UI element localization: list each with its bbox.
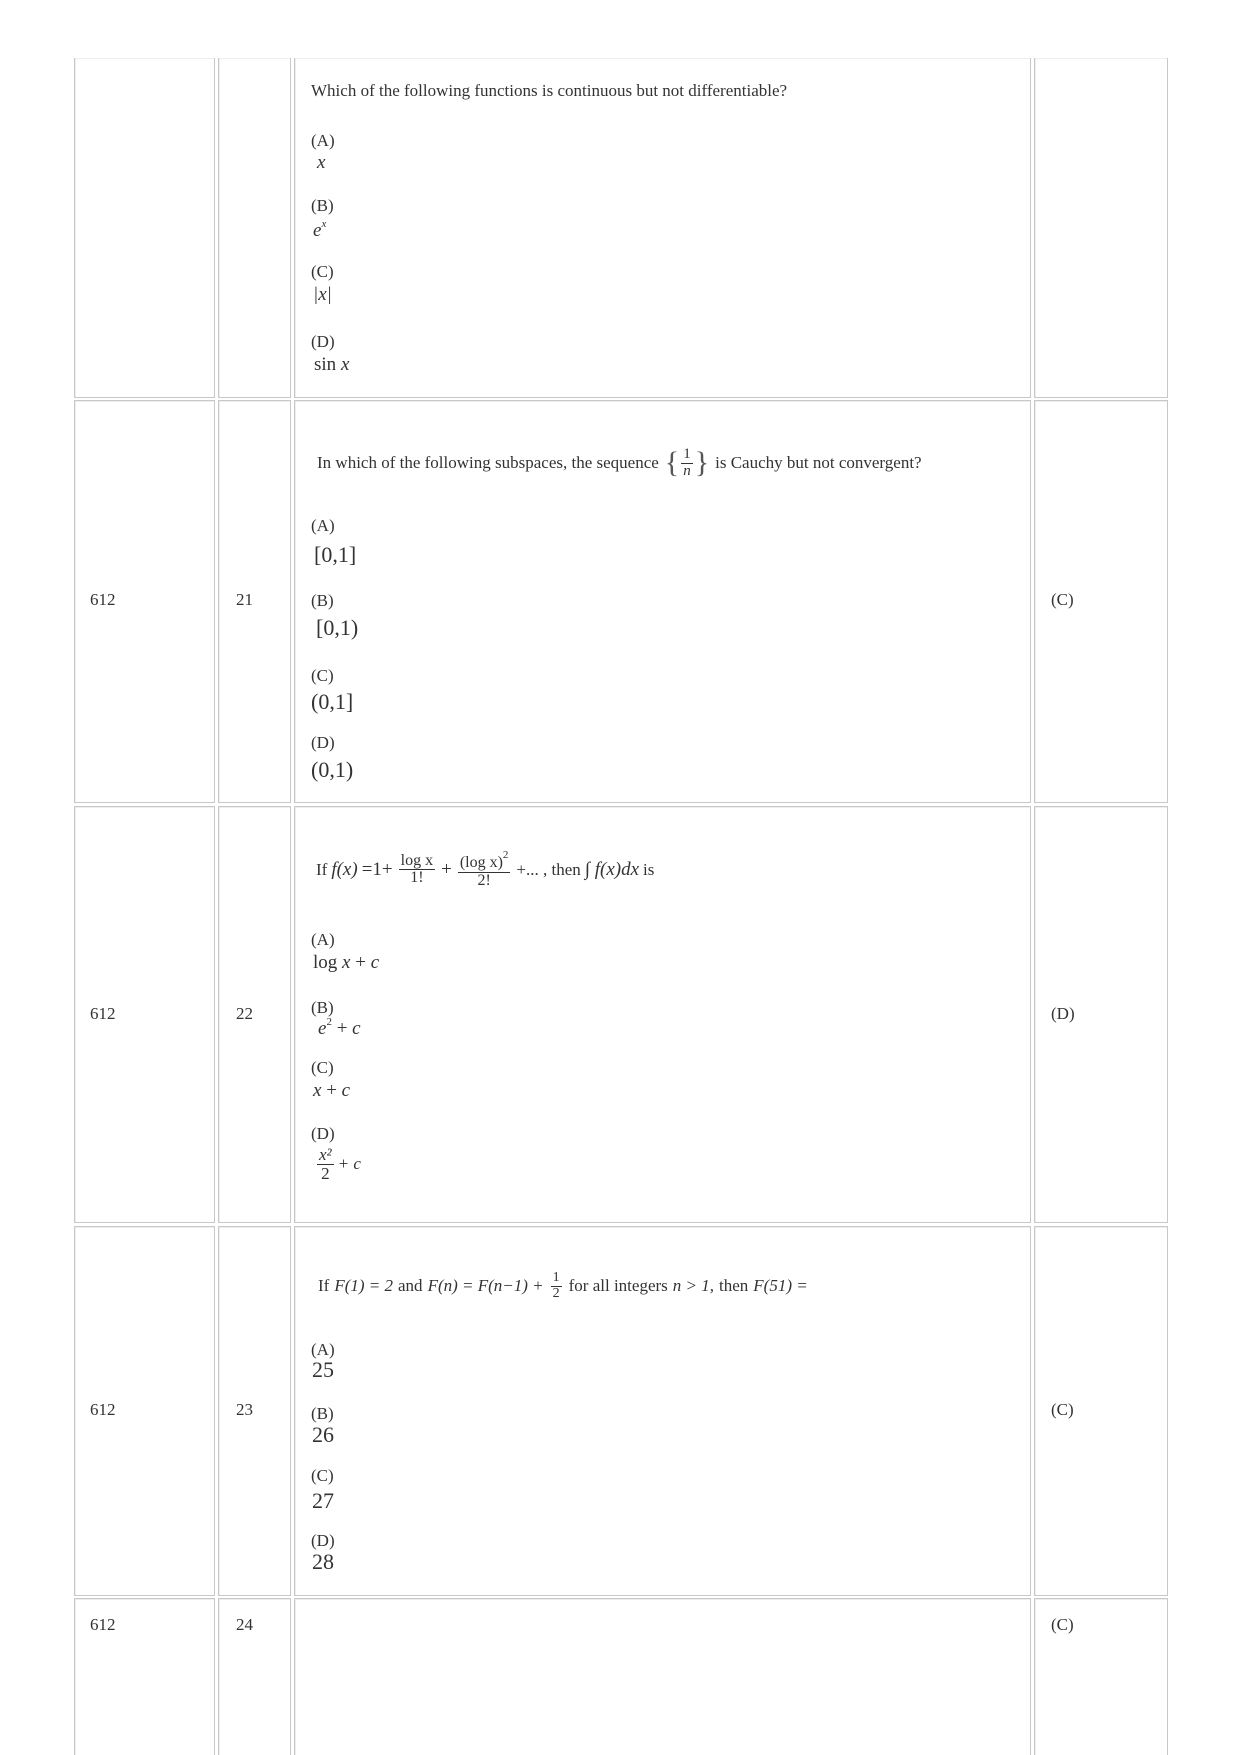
target-expression: F(51) = bbox=[753, 1276, 808, 1296]
option-value: $e^2 + c$ bbox=[318, 1016, 361, 1039]
option-value: [0,1) bbox=[316, 615, 359, 640]
question-text-after: is Cauchy but not convergent? bbox=[715, 453, 922, 472]
option-value: [0,1] bbox=[314, 542, 357, 567]
option-label: (B) bbox=[311, 998, 334, 1017]
term-1-fraction: $\frac{\text{log x}}{1!}$ bbox=[400, 851, 434, 887]
row4-question-cell bbox=[294, 1598, 1031, 1755]
row2-qno-cell bbox=[218, 806, 291, 1223]
integer-condition: n > 1, bbox=[672, 1276, 715, 1296]
answer-key: (C) bbox=[1051, 590, 1074, 609]
term-2-fraction: $\frac{(\log x)^2}{2!}$ bbox=[459, 849, 509, 889]
paper-code: 612 bbox=[90, 1004, 116, 1023]
option-label: (A) bbox=[311, 930, 335, 949]
option-value: 25 bbox=[312, 1357, 334, 1382]
question-text bbox=[317, 446, 922, 480]
option-value: (0,1) bbox=[311, 757, 354, 782]
question-tail: +... , then bbox=[516, 859, 581, 879]
option-value: (0,1] bbox=[311, 689, 354, 714]
option-label: (A) bbox=[311, 516, 335, 535]
option-label: (D) bbox=[311, 1531, 335, 1550]
question-equals: =1+ bbox=[361, 858, 393, 880]
question-text bbox=[318, 1271, 808, 1301]
sequence-expression: { $\frac{1}{n}$ } bbox=[664, 445, 710, 479]
plus-sign: + bbox=[441, 858, 452, 880]
paper-code: 612 bbox=[90, 590, 116, 609]
answer-key: (D) bbox=[1051, 1004, 1075, 1023]
half-fraction: $\frac{1}{2}$ bbox=[552, 1270, 560, 1301]
option-value: sin x bbox=[314, 354, 350, 375]
row1-qno-cell bbox=[218, 400, 291, 803]
row0-answer-cell bbox=[1034, 58, 1168, 398]
option-value: 28 bbox=[312, 1549, 334, 1574]
row3-qno-cell bbox=[218, 1226, 291, 1596]
question-number: 23 bbox=[236, 1400, 253, 1419]
question-number: 21 bbox=[236, 590, 253, 609]
question-if: If bbox=[316, 859, 328, 879]
row0-qno-cell bbox=[218, 58, 291, 398]
option-label: (C) bbox=[311, 666, 334, 685]
option-label: (C) bbox=[311, 1466, 334, 1485]
option-label: (D) bbox=[311, 332, 335, 351]
option-label: (C) bbox=[311, 262, 334, 281]
option-value: x + c bbox=[313, 1080, 351, 1101]
question-text-before: In which of the following subspaces, the sequence bbox=[317, 453, 659, 472]
row0-question-cell bbox=[294, 58, 1031, 398]
question-if: If bbox=[318, 1276, 330, 1296]
answer-key: (C) bbox=[1051, 1615, 1074, 1634]
option-label: (A) bbox=[311, 131, 335, 150]
option-label: (C) bbox=[311, 1058, 334, 1077]
question-text: Which of the following functions is continuous but not differentiable? bbox=[311, 81, 788, 100]
option-label: (B) bbox=[311, 591, 334, 610]
option-label: (D) bbox=[311, 733, 335, 752]
option-label: (D) bbox=[311, 1124, 335, 1143]
option-value: 27 bbox=[312, 1488, 334, 1513]
row0-code-cell bbox=[74, 58, 215, 398]
question-and: and bbox=[398, 1276, 423, 1296]
option-value: log x + c bbox=[313, 952, 380, 973]
option-value: $\frac{\text{x²}}{2}$ + c bbox=[319, 1145, 361, 1183]
integral-expression: ∫ f(x)dx bbox=[584, 858, 640, 880]
option-value: x bbox=[317, 152, 326, 173]
option-label: (B) bbox=[311, 196, 334, 215]
answer-key: (C) bbox=[1051, 1400, 1074, 1419]
paper-code: 612 bbox=[90, 1400, 116, 1419]
row4-qno-cell bbox=[218, 1598, 291, 1755]
question-is: is bbox=[643, 859, 655, 879]
question-number: 24 bbox=[236, 1615, 253, 1634]
question-text bbox=[316, 850, 654, 890]
function-f: f(x) bbox=[331, 858, 358, 880]
initial-condition: F(1) = 2 bbox=[334, 1276, 394, 1296]
option-value: |x| bbox=[313, 284, 332, 305]
option-value: $e^x$ bbox=[313, 218, 327, 241]
recurrence-expression: F(n) = F(n−1) + bbox=[427, 1276, 544, 1296]
question-for-all: for all integers bbox=[568, 1276, 668, 1296]
option-label: (A) bbox=[311, 1340, 335, 1359]
option-label: (B) bbox=[311, 1404, 334, 1423]
paper-code: 612 bbox=[90, 1615, 116, 1634]
question-then: then bbox=[719, 1276, 749, 1296]
question-number: 22 bbox=[236, 1004, 253, 1023]
option-value: 26 bbox=[312, 1422, 334, 1447]
